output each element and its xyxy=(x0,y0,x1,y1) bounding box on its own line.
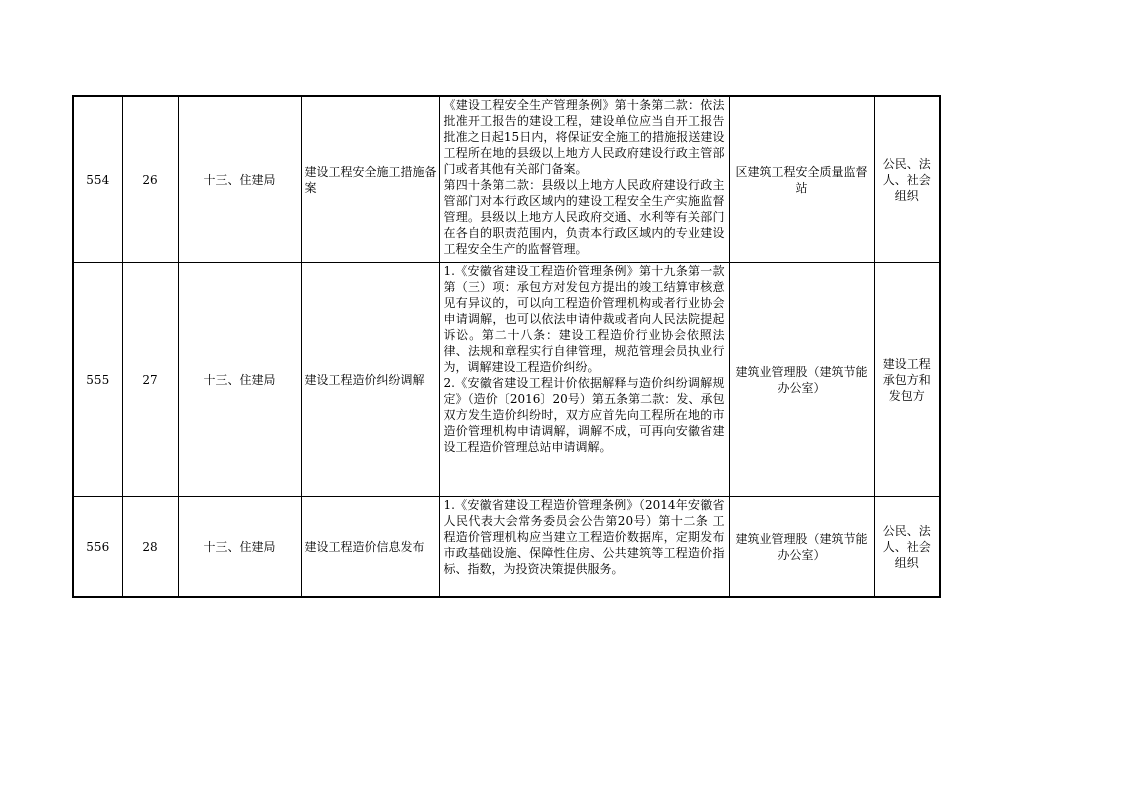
department-cell: 十三、住建局 xyxy=(178,263,301,497)
legal-basis-paragraph: 2.《安徽省建设工程计价依据解释与造价纠纷调解规定》（造价〔2016〕20号）第五条第二款：发、承包双方发生造价纠纷时，双方应首先向工程所在地的市造价管理机构申请调解，调解不成，可再向安徽省建设工程造价管理总站申请调解。 xyxy=(443,376,725,454)
sub-seq-cell: 26 xyxy=(122,96,178,263)
responsible-unit-cell: 区建筑工程安全质量监督站 xyxy=(729,96,874,263)
department-cell: 十三、住建局 xyxy=(178,497,301,598)
responsible-unit-cell: 建筑业管理股（建筑节能办公室） xyxy=(729,263,874,497)
legal-basis-paragraph: 第四十条第二款：县级以上地方人民政府建设行政主管部门对本行政区域内的建设工程安全生产实施监督管理。县级以上地方人民政府交通、水利等有关部门在各自的职责范围内，负责本行政区域内的专业建设工程安全生产的监督管理。 xyxy=(443,178,725,256)
sub-seq-cell: 27 xyxy=(122,263,178,497)
item-name-cell: 建设工程造价纠纷调解 xyxy=(301,263,439,497)
legal-basis-cell xyxy=(439,96,729,263)
legal-basis-cell xyxy=(439,497,729,598)
seq-cell: 554 xyxy=(73,96,122,263)
legal-basis-paragraph: 1.《安徽省建设工程造价管理条例》第十九条第一款第（三）项：承包方对发包方提出的竣工结算审核意见有异议的，可以向工程造价管理机构或者行业协会申请调解，也可以依法申请仲裁或者向人民法院提起诉讼。第二十八条：建设工程造价行业协会依照法律、法规和章程实行自律管理，规范管理会员执业行为，调解建设工程造价纠纷。 xyxy=(443,264,725,374)
seq-cell: 555 xyxy=(73,263,122,497)
target-object-cell: 公民、法人、社会组织 xyxy=(874,497,940,598)
sub-seq-cell: 28 xyxy=(122,497,178,598)
seq-cell: 556 xyxy=(73,497,122,598)
matters-table xyxy=(72,95,941,598)
target-object-cell: 建设工程承包方和发包方 xyxy=(874,263,940,497)
department-cell: 十三、住建局 xyxy=(178,96,301,263)
legal-basis-paragraph: 《建设工程安全生产管理条例》第十条第二款：依法批准开工报告的建设工程，建设单位应当自开工报告批准之日起15日内，将保证安全施工的措施报送建设工程所在地的县级以上地方人民政府建设行政主管部门或者其他有关部门备案。 xyxy=(443,98,725,176)
item-name-cell: 建设工程安全施工措施备案 xyxy=(301,96,439,263)
table-row xyxy=(73,497,940,598)
legal-basis-paragraph: 1.《安徽省建设工程造价管理条例》（2014年安徽省人民代表大会常务委员会公告第20号）第十二条 工程造价管理机构应当建立工程造价数据库，定期发布市政基础设施、保障性住房、公共建筑等工程造价指标、指数，为投资决策提供服务。 xyxy=(443,498,725,576)
table-row xyxy=(73,96,940,263)
responsible-unit-cell: 建筑业管理股（建筑节能办公室） xyxy=(729,497,874,598)
legal-basis-cell xyxy=(439,263,729,497)
target-object-cell: 公民、法人、社会组织 xyxy=(874,96,940,263)
item-name-cell: 建设工程造价信息发布 xyxy=(301,497,439,598)
table-row xyxy=(73,263,940,497)
